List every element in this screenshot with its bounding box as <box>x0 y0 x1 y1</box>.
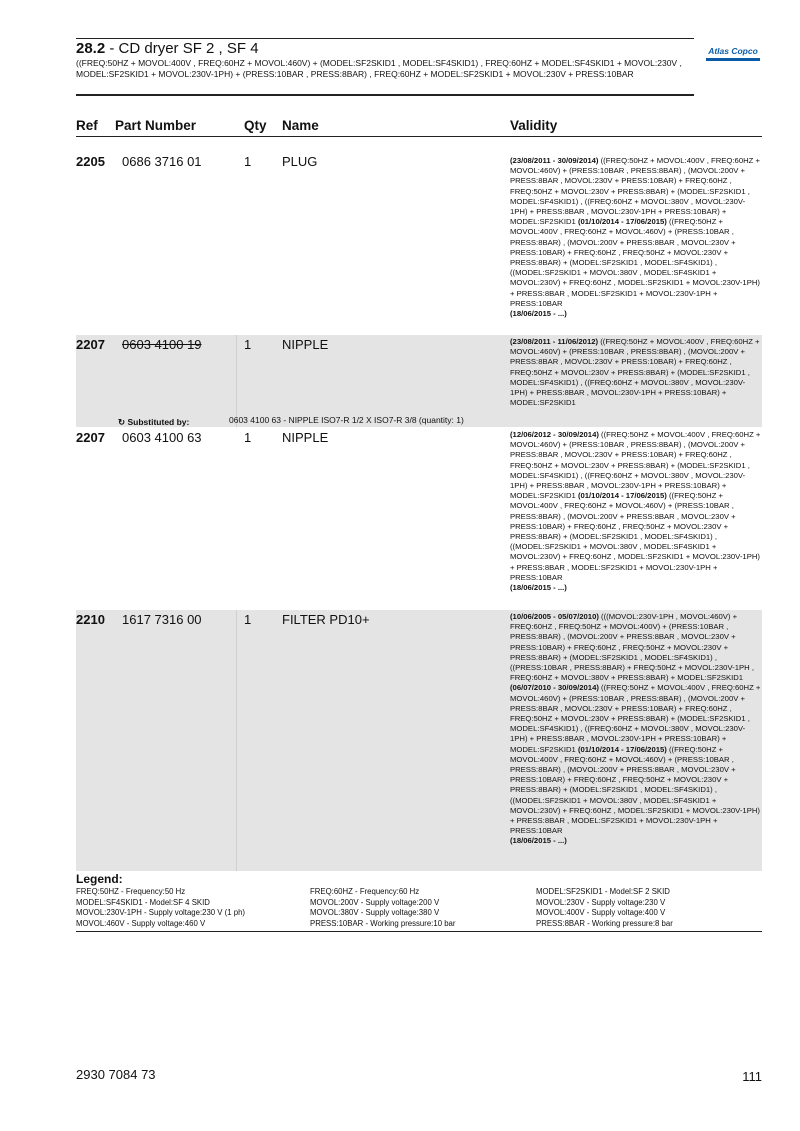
section-title-block <box>76 40 694 80</box>
validity-date: (10/06/2005 - 05/07/2010) <box>510 612 599 621</box>
substituted-by-text: 0603 4100 63 - NIPPLE ISO7-R 1/2 X ISO7-R 3/8 (quantity: 1) <box>229 415 464 425</box>
part-number-cell: 0603 4100 63 <box>122 430 202 445</box>
validity-cell <box>510 612 762 847</box>
row-divider <box>236 610 237 871</box>
title-rule-top <box>76 38 694 39</box>
validity-text: ((FREQ:50HZ + MOVOL:400V , FREQ:60HZ + MOVOL:460V) + (PRESS:10BAR , PRESS:8BAR) , (MOVOL:200V + PRESS:8BAR , MOVOL:230V + PRESS:10BAR) + FREQ:60HZ , FREQ:50HZ + MOVOL:230V + PRESS:8BAR) + (MODEL:SF2SKID1 , MODEL:SF4SKID1) , ((FREQ:60HZ + MOVOL:380V , MOVOL:230V-1PH) + PRESS:8BAR , MOVOL:230V-1PH + PRESS:10BAR) + MODEL:SF2SKID1 <box>510 156 760 227</box>
validity-date: (18/06/2015 - ...) <box>510 309 567 319</box>
validity-text: ((FREQ:50HZ + MOVOL:400V , FREQ:60HZ + MOVOL:460V) + (PRESS:10BAR , PRESS:8BAR) , (MOVOL:200V + PRESS:8BAR , MOVOL:230V + PRESS:10BAR) + FREQ:60HZ , FREQ:50HZ + MOVOL:230V + PRESS:8BAR) + (MODEL:SF2SKID1 , MODEL:SF4SKID1) , ((FREQ:60HZ + MOVOL:380V , MOVOL:230V-1PH) + PRESS:8BAR , MOVOL:230V-1PH + PRESS:10BAR) + MODEL:SF2SKID1 <box>510 337 760 408</box>
legend-title: Legend: <box>76 872 123 886</box>
qty-cell: 1 <box>244 612 252 627</box>
legend-rule <box>76 931 762 932</box>
validity-date: (23/08/2011 - 11/06/2012) <box>510 337 599 346</box>
legend-item: MOVOL:230V-1PH - Supply voltage:230 V (1 ph) <box>76 908 246 917</box>
validity-cell <box>510 156 762 319</box>
section-number: 28.2 <box>76 40 106 57</box>
legend-item: PRESS:8BAR - Working pressure:8 bar <box>536 918 673 928</box>
atlas-copco-logo <box>704 44 762 66</box>
validity-text: (((MOVOL:230V-1PH , MOVOL:460V) + FREQ:60HZ , FREQ:50HZ + MOVOL:400V) + (PRESS:10BAR , PRESS:8BAR) , (MOVOL:200V + PRESS:8BAR , MOVOL:230V + PRESS:10BAR) + FREQ:60HZ , FREQ:50HZ + MOVOL:230V + PRESS:8BAR) + (MODEL:SF2SKID1 , MODEL:SF4SKID1) , ((PRESS:10BAR , PRESS:8BAR) + FREQ:50HZ + MOVOL:230V-1PH , FREQ:60HZ + MOVOL:380V + PRESS:8BAR) + MODEL:SF2SKID1 <box>510 612 754 683</box>
validity-date: (01/10/2014 - 17/06/2015) <box>577 217 667 227</box>
legend-item: MOVOL:200V - Supply voltage:200 V <box>310 897 440 907</box>
qty-cell: 1 <box>244 430 252 445</box>
legend-item: FREQ:50HZ - Frequency:50 Hz <box>76 887 186 896</box>
table-row <box>76 154 762 334</box>
legend-item: MODEL:SF4SKID1 - Model:SF 4 SKID <box>76 897 210 907</box>
part-number-cell: 0603 4100 19 <box>122 337 202 352</box>
legend-item: MOVOL:380V - Supply voltage:380 V <box>310 908 440 917</box>
row-divider <box>236 335 237 427</box>
legend-item: MOVOL:400V - Supply voltage:400 V <box>536 908 666 917</box>
col-qty-header: Qty <box>244 118 267 133</box>
col-validity-header: Validity <box>510 118 558 133</box>
validity-date: (01/10/2014 - 17/06/2015) <box>577 491 667 501</box>
part-number-cell: 0686 3716 01 <box>122 154 202 169</box>
ref-cell: 2207 <box>76 430 105 445</box>
validity-date: (18/06/2015 - ...) <box>510 836 567 846</box>
validity-text: ((FREQ:50HZ + MOVOL:400V , FREQ:60HZ + MOVOL:460V) + (PRESS:10BAR , PRESS:8BAR) , (MOVOL:200V + PRESS:8BAR , MOVOL:230V + PRESS:10BAR) + FREQ:60HZ , FREQ:50HZ + MOVOL:230V + PRESS:8BAR) + (MODEL:SF2SKID1 , MODEL:SF4SKID1) , ((FREQ:60HZ + MOVOL:380V , MOVOL:230V-1PH) + PRESS:8BAR , MOVOL:230V-1PH + PRESS:10BAR) + MODEL:SF2SKID1 <box>510 430 761 501</box>
legend-item: MODEL:SF2SKID1 - Model:SF 2 SKID <box>536 887 670 896</box>
header-rule <box>76 136 762 137</box>
part-number-cell: 1617 7316 00 <box>122 612 202 627</box>
table-row <box>76 610 762 871</box>
name-cell: FILTER PD10+ <box>282 612 370 627</box>
validity-text: ((FREQ:50HZ + MOVOL:400V , FREQ:60HZ + MOVOL:460V) + (PRESS:10BAR , PRESS:8BAR) , (MOVOL:200V + PRESS:8BAR , MOVOL:230V + PRESS:10BAR) + FREQ:60HZ , FREQ:50HZ + MOVOL:230V + PRESS:8BAR) + (MODEL:SF2SKID1 , MODEL:SF4SKID1) , ((MODEL:SF2SKID1 + MOVOL:380V , MODEL:SF4SKID1 + MOVOL:230V) + FREQ:60HZ , MODEL:SF2SKID1 + MOVOL:230V-1PH) + PRESS:8BAR , MODEL:SF2SKID1 + MOVOL:230V-1PH + PRESS:10BAR <box>510 491 760 582</box>
table-row <box>76 428 762 610</box>
col-name-header: Name <box>282 118 319 133</box>
legend-item: FREQ:60HZ - Frequency:60 Hz <box>310 887 420 896</box>
validity-date: (12/06/2012 - 30/09/2014) <box>510 430 599 439</box>
section-name: - CD dryer SF 2 , SF 4 <box>105 40 259 57</box>
legend-item: MOVOL:460V - Supply voltage:460 V <box>76 918 206 928</box>
col-part-header: Part Number <box>115 118 197 133</box>
validity-cell <box>510 430 762 593</box>
validity-text: ((FREQ:50HZ + MOVOL:400V , FREQ:60HZ + MOVOL:460V) + (PRESS:10BAR , PRESS:8BAR) , (MOVOL:200V + PRESS:8BAR , MOVOL:230V + PRESS:10BAR) + FREQ:60HZ , FREQ:50HZ + MOVOL:230V + PRESS:8BAR) + (MODEL:SF2SKID1 , MODEL:SF4SKID1) , ((FREQ:60HZ + MOVOL:380V , MOVOL:230V-1PH) + PRESS:8BAR , MOVOL:230V-1PH + PRESS:10BAR) + MODEL:SF2SKID1 <box>510 683 761 754</box>
validity-date: (23/08/2011 - 30/09/2014) <box>510 156 599 165</box>
col-ref-header: Ref <box>76 118 98 133</box>
page-title <box>76 40 694 57</box>
legend-item: PRESS:10BAR - Working pressure:10 bar <box>310 918 456 928</box>
substituted-by-label <box>118 417 189 427</box>
ref-cell: 2210 <box>76 612 105 627</box>
validity-text: ((FREQ:50HZ + MOVOL:400V , FREQ:60HZ + MOVOL:460V) + (PRESS:10BAR , PRESS:8BAR) , (MOVOL:200V + PRESS:8BAR , MOVOL:230V + PRESS:10BAR) + FREQ:60HZ , FREQ:50HZ + MOVOL:230V + PRESS:8BAR) + (MODEL:SF2SKID1 , MODEL:SF4SKID1) , ((MODEL:SF2SKID1 + MOVOL:380V , MODEL:SF4SKID1 + MOVOL:230V) + FREQ:60HZ , MODEL:SF2SKID1 + MOVOL:230V-1PH) + PRESS:8BAR , MODEL:SF2SKID1 + MOVOL:230V-1PH + PRESS:10BAR <box>510 744 760 836</box>
title-rule-bottom <box>76 94 694 96</box>
table-header <box>76 118 762 136</box>
refresh-icon: ↻ <box>118 417 126 427</box>
validity-date: (18/06/2015 - ...) <box>510 583 567 593</box>
validity-cell <box>510 337 762 408</box>
legend-item: MOVOL:230V - Supply voltage:230 V <box>536 897 666 907</box>
document-number: 2930 7084 73 <box>76 1067 156 1082</box>
ref-cell: 2205 <box>76 154 105 169</box>
page-number: 111 <box>742 1069 762 1084</box>
ref-cell: 2207 <box>76 337 105 352</box>
qty-cell: 1 <box>244 154 252 169</box>
section-validity: ((FREQ:50HZ + MOVOL:400V , FREQ:60HZ + MOVOL:460V) + (MODEL:SF2SKID1 , MODEL:SF4SKID1) , FREQ:60HZ + MODEL:SF4SKID1 + MOVOL:230V , MODEL:SF2SKID1 + MOVOL:230V-1PH) + (PRESS:10BAR , PRESS:8BAR) , FREQ:60HZ + MODEL:SF2SKID1 + MOVOL:230V + PRESS:10BAR <box>76 58 682 79</box>
substituted-label-text: Substituted by: <box>127 417 190 427</box>
validity-text: ((FREQ:50HZ + MOVOL:400V , FREQ:60HZ + MOVOL:460V) + (PRESS:10BAR , PRESS:8BAR) , (MOVOL:200V + PRESS:8BAR , MOVOL:230V + PRESS:10BAR) + FREQ:60HZ , FREQ:50HZ + MOVOL:230V + PRESS:8BAR) + (MODEL:SF2SKID1 , MODEL:SF4SKID1) , ((MODEL:SF2SKID1 + MOVOL:380V , MODEL:SF4SKID1 + MOVOL:230V) + FREQ:60HZ , MODEL:SF2SKID1 + MOVOL:230V-1PH) + PRESS:8BAR , MODEL:SF2SKID1 + MOVOL:230V-1PH + PRESS:10BAR <box>510 217 760 308</box>
name-cell: NIPPLE <box>282 430 329 445</box>
name-cell: NIPPLE <box>282 337 329 352</box>
validity-date: (01/10/2014 - 17/06/2015) <box>577 744 667 754</box>
logo-text: Atlas Copco <box>708 46 758 56</box>
table-row <box>76 335 762 427</box>
validity-date: (06/07/2010 - 30/09/2014) <box>510 683 599 693</box>
name-cell: PLUG <box>282 154 318 169</box>
qty-cell: 1 <box>244 337 252 352</box>
